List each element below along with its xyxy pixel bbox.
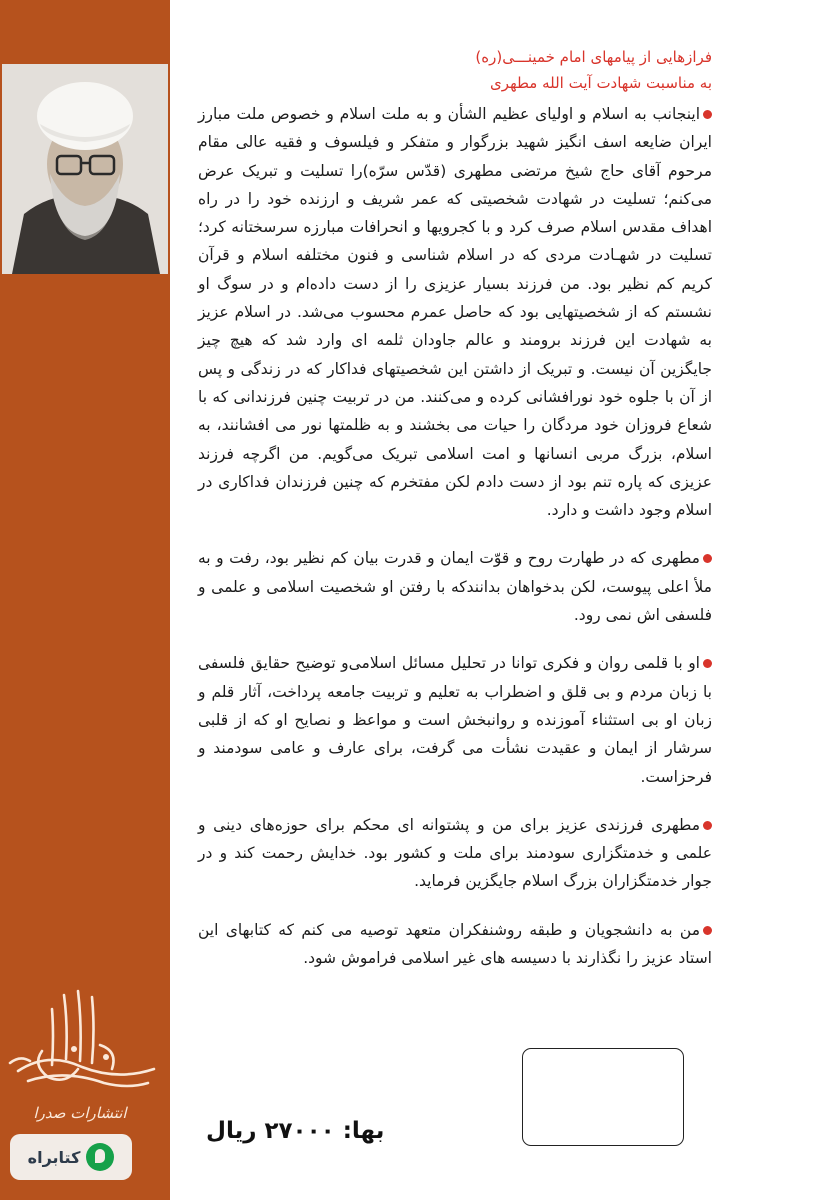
- price-label: بها: ۲۷۰۰۰ ریال: [206, 1118, 385, 1144]
- barcode-box: [522, 1048, 684, 1146]
- portrait-illustration: [2, 64, 168, 274]
- heading-line-2: به مناسبت شهادت آیت الله مطهری: [490, 74, 712, 92]
- paragraph-text: او با قلمی روان و فکری توانا در تحلیل مسائل اسلامی‌و توضیح حقایق فلسفی با زبان مردم و بی قلق و اضطراب به تعلیم و تربیت جامعه پرداخت، آثار قلم و زبان او بی استثناء آموزنده و روانبخش است و مواعظ و نصایح او که از قلبی سرشار از ایمان و عقیدت نشأت می گرفت، برای عارف و عامی سودمند و فرحزاست.: [198, 654, 712, 786]
- quote-paragraph-2: [198, 544, 712, 629]
- store-name: کتابراه: [27, 1147, 81, 1167]
- bullet-icon: [703, 926, 712, 935]
- publisher-name: انتشارات صدرا: [33, 1104, 127, 1122]
- bullet-icon: [703, 554, 712, 563]
- heading: [198, 44, 712, 96]
- quote-paragraph-3: [198, 649, 712, 790]
- paragraph-text: مطهری که در طهارت روح و قوّت ایمان و قدرت بیان کم نظیر بود، رفت و به ملأ اعلی پیوست، لکن بدخواهان بدانندکه با رفتن او شخصیت اسلامی و علمی و فلسفی اش نمی رود.: [198, 549, 712, 625]
- paragraph-text: مطهری فرزندی عزیز برای من و پشتوانه ای محکم برای حوزه‌های دینی و علمی و خدمتگزاری سودمند برای ملت و کشور بود. خدایش رحمت کند و در جوار خدمتگزاران بزرگ اسلام جایگزین فرماید.: [198, 815, 712, 891]
- bullet-icon: [703, 821, 712, 830]
- store-badge[interactable]: [10, 1134, 132, 1180]
- quote-paragraph-5: [198, 916, 712, 973]
- bullet-icon: [703, 110, 712, 119]
- bullet-icon: [703, 659, 712, 668]
- quote-paragraph-4: [198, 811, 712, 896]
- author-portrait: [2, 64, 168, 274]
- heading-line-1: فرازهایی از پیامهای امام خمینـــی(ره): [475, 48, 712, 66]
- store-logo-icon: [86, 1143, 114, 1171]
- paragraph-text: من به دانشجویان و طبقه روشنفکران متعهد توصیه می کنم که کتابهای این استاد عزیز را نگذارند با دسیسه های غیر اسلامی فراموش شود.: [198, 920, 712, 968]
- quote-paragraph-1: [198, 100, 712, 524]
- quote-content: [198, 44, 712, 992]
- paragraph-text: اینجانب به اسلام و اولیای عظیم الشأن و به ملت اسلام و خصوص ملت مبارز ایران ضایعه اسف انگیز شهید بزرگوار و متفکر و فیلسوف و فقیه عالی مقام مرحوم آقای حاج شیخ مرتضی مطهری (قدّس سرّه)را تسلیت و تبریک عرض می‌کنم؛ تسلیت در شهادت شخصیتی که عمر شریف و ارزنده خود را در راه اهداف مقدس اسلام صرف کرد و با کجرویها و انحرافات مبارزه سرسختانه کرد؛ تسلیت در شهـادت مردی که در اسلام شناسی و فنون مختلفه اسلام و قرآن کریم کم نظیر بود. من فرزند بسیار عزیزی را از دست داده‌ام و در سوگ او نشستم که از شخصیتهایی بود که حاصل عمرم محسوب می‌شد. در اسلام عزیز به شهادت این فرزند برومند و عالم جاودان ثلمه ای وارد شد که هیچ چیز جایگزین آن نیست. و تبریک از داشتن این شخصیتهای فداکار که در زندگی و پس از آن با جلوه خود نورافشانی کرده و می‌کنند. من در تربیت چنین فرزندانی که با شعاع فروزان خود مردگان را حیات می بخشند و به ظلمتها نور می افشانند، به اسلام، بزرگ مربی انسانها و امت اسلامی تبریک می‌گویم. من اگرچه فرزند عزیزی که پاره تنم بود از دست دادم لکن مفتخرم که چنین فرزندان فداکاری در اسلام وجود داشت و دارد.: [198, 105, 712, 520]
